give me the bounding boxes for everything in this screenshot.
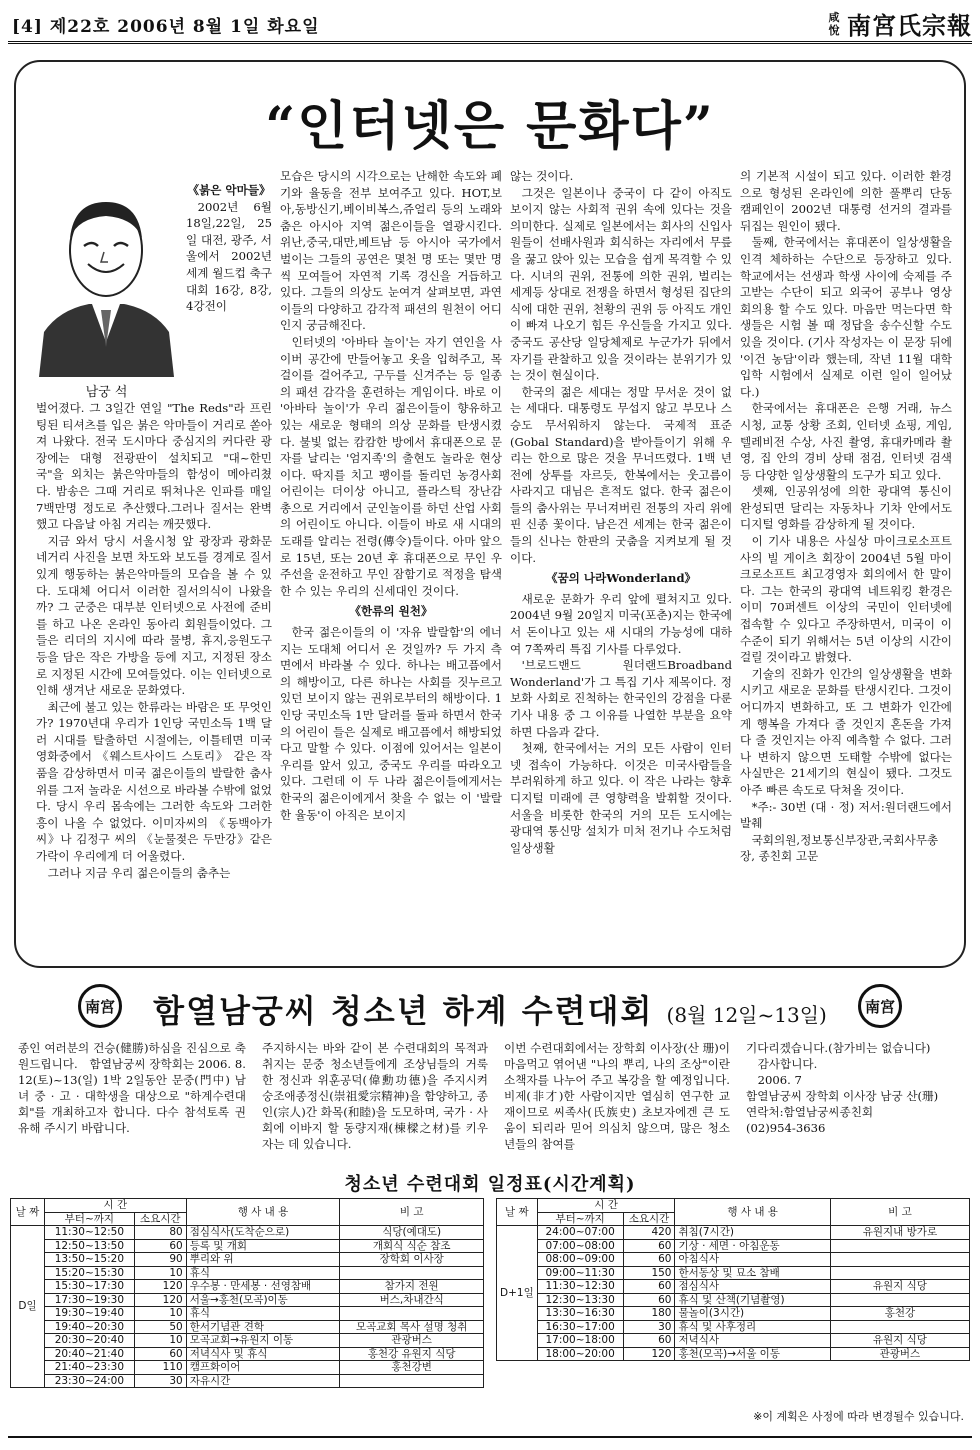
time-range: 19:40~20:30 [44, 1320, 134, 1334]
schedule-row [497, 1307, 970, 1321]
duration-minutes: 10 [134, 1334, 186, 1348]
feature-article [14, 60, 966, 968]
schedule-row [11, 1239, 484, 1253]
paragraph: 첫째, 한국에서는 거의 모든 사람이 인터넷 접속이 가능하다. 이것은 미국사람들을 부러워하게 하고 있다. 이 작은 나라는 향후 디지털 미래에 큰 영향력을 발휘할 것이다. 서울을 비롯한 한국의 거의 모든 도시에는 광대역 통신망 설치가 미처 전기나 수도처럼 일상생활 [510, 741, 732, 855]
header-day: 날 짜 [497, 1199, 538, 1226]
paragraph: 벌어졌다. 그 3일간 연일 "The Reds"라 프린팅된 티셔츠를 입은 붉은 악마들이 거리로 쏟아져 나왔다. 전국 도시마다 중심지의 커다란 광장에는 대형 전광판이 설치되고 "대~한민국"을 외치는 붉은악마들의 함성이 메아리쳤다. 밤송은 그때 거리로 뛰쳐나온 인파를 매일 7백만명 정도로 추산했다.그러나 질서는 완벽했고 다음날 아침 거리는 깨끗했다. [36, 401, 272, 532]
duration-minutes: 80 [134, 1226, 186, 1240]
paper-name: 南宮氏宗報 [847, 11, 972, 40]
time-range: 17:00~18:00 [537, 1334, 623, 1348]
time-range: 13:50~15:20 [44, 1253, 134, 1267]
remarks: 홍천강변 [340, 1361, 484, 1375]
remarks [830, 1239, 969, 1253]
duration-minutes: 120 [134, 1293, 186, 1307]
day-label: D일 [11, 1226, 45, 1388]
author-credentials: 국회의원,정보통신부장관,국회사무총장, 종친회 고문 [740, 832, 939, 864]
event-title [14, 986, 966, 1032]
schedule-row [497, 1226, 970, 1240]
activity: 홍천(모곡)→서울 이동 [675, 1347, 830, 1361]
activity: 우수봉 · 만세봉 · 선영참배 [186, 1280, 340, 1294]
schedule-row [11, 1347, 484, 1361]
event-title-text: 함열남궁씨 청소년 하계 수련대회 [153, 992, 654, 1030]
schedule-row [497, 1280, 970, 1294]
remarks: 참가지 전원 [340, 1280, 484, 1294]
article-column-3 [510, 168, 732, 856]
remarks: 유원지 식당 [830, 1280, 969, 1294]
paragraph: 둘째, 한국에서는 휴대폰이 일상생활을 인격 체하하는 수단으로 등장하고 있다. 학교에서는 선생과 학생 사이에 숙제를 주고받는 수단이 되고 외국어 공부나 영상 회의용 할 수도 있다. 마음만 먹는다면 학생들은 시험 볼 때 정답을 송수신할 수도 있을 것이다. (기사 작성자는 이 문장 뒤에 '이건 농담'이라 했는데, 작년 11월 대학 입학 시험에서 실제로 이런 일이 일어났다.) [740, 235, 952, 399]
paragraph: 그러나 지금 우리 젊은이들의 춤추는 [47, 865, 231, 880]
intro-block [186, 182, 272, 315]
intro-text: 2002년 6월 18일,22일, 25일 대전, 광주, 서울에서 2002년 세계 월드컵 축구 대회 16강, 8강, 4강전이 [186, 199, 272, 314]
duration-minutes: 60 [623, 1239, 675, 1253]
activity: 한서기념관 견학 [186, 1320, 340, 1334]
remarks: 관광버스 [340, 1334, 484, 1348]
schedule-row [11, 1320, 484, 1334]
article-column-2 [280, 168, 502, 823]
activity: 서울→홍천(모곡)이동 [186, 1293, 340, 1307]
schedule-row [497, 1266, 970, 1280]
time-range: 19:30~19:40 [44, 1307, 134, 1321]
schedule-row [497, 1239, 970, 1253]
day-label: D+1일 [497, 1226, 538, 1361]
header-from-to: 부터~까지 [537, 1212, 623, 1226]
notice-column-4: 기다리겠습니다.(참가비는 없습니다) 감사합니다. 2006. 7 함열남궁씨 장학회 이사장 남궁 산(珊) 연락처:함열남궁씨종친회 (02)954-3636 [746, 1041, 939, 1135]
schedule-row [11, 1226, 484, 1240]
bottom-rule [8, 1436, 972, 1438]
duration-minutes: 150 [623, 1266, 675, 1280]
activity: 휴식 및 사후정리 [675, 1320, 830, 1334]
remarks [830, 1293, 969, 1307]
time-range: 12:50~13:50 [44, 1239, 134, 1253]
activity: 휴식 [186, 1307, 340, 1321]
paragraph: 모습은 당시의 시각으로는 난해한 속도와 폐기와 율동을 전부 보여주고 있다. HOT,보아,동방신기,베이비복스,쥬얼리 등의 노래와 춤은 아시아 지역 젊은이들을 열광시킨다. 위난,중국,대만,베트남 등 아시아 국가에서 벌이는 그들의 공연은 몇천 명 또는 몇만 명씩 모여들어 자연적 기록 경신을 거듭하고 있다. 그들의 의상도 눈여겨 살펴보면, 과연 이들의 다양하고 감각적 패션의 원천이 어디인지 궁금해진다. [280, 169, 502, 333]
remarks: 장학회 이사장 [340, 1253, 484, 1267]
author-name: 남궁 석 [85, 385, 128, 400]
remarks [830, 1320, 969, 1334]
schedule-row [497, 1253, 970, 1267]
remarks [340, 1266, 484, 1280]
paper-logo [827, 6, 972, 41]
duration-minutes: 120 [623, 1347, 675, 1361]
paragraph: 셋째, 인공위성에 의한 광대역 통신이 완성되면 달리는 자동차나 기차 안에서도 디지털 영화를 감상하게 될 것이다. [740, 484, 952, 532]
activity: 기상 · 세면 · 아침운동 [675, 1239, 830, 1253]
headline: “인터넷은 문화다” [265, 96, 715, 157]
schedule-row [497, 1334, 970, 1348]
duration-minutes: 60 [134, 1347, 186, 1361]
header-content: 행 사 내 용 [186, 1199, 340, 1226]
logo-small-chars: 咸悅 [828, 10, 840, 37]
clan-emblem-left-icon: 南宮 [78, 984, 122, 1028]
paragraph: 않는 것이다. [510, 169, 574, 183]
activity: 한서동상 및 묘소 참배 [675, 1266, 830, 1280]
time-range: 08:00~09:00 [537, 1253, 623, 1267]
activity: 아침식사 [675, 1253, 830, 1267]
schedule-row [11, 1361, 484, 1375]
duration-minutes: 50 [134, 1320, 186, 1334]
time-range: 20:30~20:40 [44, 1334, 134, 1348]
time-range: 09:00~11:30 [537, 1266, 623, 1280]
schedule-title: 청소년 수련대회 일정표(시간계획) [344, 1174, 636, 1195]
duration-minutes: 30 [134, 1374, 186, 1388]
remarks [340, 1307, 484, 1321]
author-photo [34, 172, 179, 400]
time-range: 11:30~12:50 [44, 1226, 134, 1240]
remarks: 버스,차내간식 [340, 1293, 484, 1307]
article-column-4 [740, 168, 952, 865]
duration-minutes: 60 [134, 1239, 186, 1253]
header-from-to: 부터~까지 [44, 1212, 134, 1226]
activity: 모곡교회→유원지 이동 [186, 1334, 340, 1348]
paragraph: 최근에 불고 있는 한류라는 바람은 또 무엇인가? 1970년대 우리가 1인당 국민소득 1백 달러 시대를 탈출하던 시절에는, 이틀테면 미국 영화중에서 《웨스트사이드 스토리》 같은 작품을 감상하면서 미국 젊은이들의 발랄한 춤사위를 그저 놀라운 시선으로 바라볼 수밖에 없었다. 당시 우리 몸속에는 그러한 속도와 그러한 흥이 나올 수 없었다. 이미자씨의 《동백아가씨》나 김정구 씨의 《눈물젖은 두만강》같은 가락이 우리에게 더 어울렸다. [36, 699, 272, 864]
section-subhead: 《한류의 원천》 [349, 604, 433, 619]
notice-column-2: 주지하시는 바와 같이 본 수련대회의 목적과 취지는 문중 청소년들에게 조상님들의 거룩한 정신과 위훈공덕(偉勳功德)을 주지시켜 숭조애종정신(崇祖愛宗精神)을 함양하고, 종인(宗人)간 화목(和睦)을 도모하며, 국가 · 사회에 이바지 할 동량지재(棟樑之材)를 키우자는 데 있습니다. [262, 1041, 488, 1151]
time-range: 15:30~17:30 [44, 1280, 134, 1294]
activity: 저녁식사 및 휴식 [186, 1347, 340, 1361]
time-range: 16:30~17:00 [537, 1320, 623, 1334]
paragraph: 한국 젊은이들의 이 '자유 발랄함'의 에너지는 도대체 어디서 온 것일까? 두 가지 측면에서 바라볼 수 있다. 하나는 배고픔에서의 해방이고, 다른 하나는 사회를 짓누르고 있던 보이지 않는 권위로부터의 해방이다. 1인당 국민소득 1만 달러를 돌파 하면서 한국의 어린이 들은 실제로 배고픔에서 해방되었다고 말할 수 있다. 이점에 있어서는 일본이 우리를 앞서 있고, 중국도 우리를 따라오고 있다. 그런데 이 두 나라 젊은이들에게서는 한국의 젊은이에게서 찾을 수 없는 이 '발랄한 율동'이 아직은 보이지 [280, 625, 502, 822]
schedule-row [11, 1307, 484, 1321]
time-range: 07:00~08:00 [537, 1239, 623, 1253]
article-column-1 [36, 400, 272, 881]
paragraph: 새로운 문화가 우리 앞에 펼쳐지고 있다. 2004년 9월 20일지 미국(포춘)지는 한국에서 돈이나고 있는 새 시대의 가능성에 대하여 7쪽짜리 특집 기사를 다루었다. [510, 591, 732, 656]
section-subhead: 《꿈의 나라Wonderland》 [545, 571, 697, 586]
issue-info: [4] 제22호 2006년 8월 1일 화요일 [12, 17, 320, 37]
time-range: 23:30~24:00 [44, 1374, 134, 1388]
activity: 취침(7시간) [675, 1226, 830, 1240]
paragraph: 인터넷의 '아바타 놀이'는 자기 연인을 사이버 공간에 만들어놓고 옷을 입혀주고, 목걸이를 걸어주고, 구두를 신겨주는 등 일종의 패션 감각을 훈련하는 게임이다. 바로 이 '아바타 놀이'가 우리 젊은이들이 향유하고 있는 새로운 형태의 의상 문화를 탄생시켰다. 불빛 없는 캄캄한 방에서 휴대폰으로 문자를 날리는 '엄지족'의 출현도 놀라운 현상이다. 딱지를 치고 팽이를 돌리던 농경사회 어린이는 더이상 아니고, 플라스틱 장난감 총으로 거리에서 군인놀이를 하던 산업 사회의 어린이도 아니다. 이들이 바로 새 시대의 도래를 알리는 전령(傳令)들이다. 아마 앞으로 15년, 또는 20년 후 휴대폰으로 무인 우주선을 운전하고 무인 잠함기로 적정을 탐색한 수 있는 우리의 신세대인 것이다. [280, 334, 502, 598]
remarks: 유원지 식당 [830, 1334, 969, 1348]
remarks: 유원지내 방가로 [830, 1226, 969, 1240]
paragraph: 한국의 젊은 세대는 정말 무서운 것이 없는 세대다. 대통령도 무섭지 않고 부모나 스승도 무서워하지 않는다. 국제적 표준(Gobal Standard)을 받아들이기 위해 우리는 한으로 많은 것을 무너뜨렸다. 1백 년 전에 상투를 자르듯, 한복에서는 웃고름이 사라지고 대님은 흔적도 없다. 한국 젊은이들의 춤사위는 무너져버린 전통의 자리 위에 핀 신종 꽃이다. 남은건 세계는 한국 젊은이들의 신나는 한판의 굿춤을 지켜보게 될 것이다. [510, 384, 732, 565]
author-portrait-icon [34, 172, 179, 377]
remarks: 식당(예대도) [340, 1226, 484, 1240]
header-time: 시 간 [537, 1199, 675, 1213]
remarks: 홍천강 [830, 1307, 969, 1321]
paragraph: 이 기사 내용은 사실상 마이크로소프트사의 빌 게이츠 회장이 2004년 5월 마이크로소프트 최고경영자 회의에서 한 말이다. 그는 한국의 광대역 네트워킹 환경은 이미 70퍼센트 이상의 국민이 인터넷에 접속할 수 있다고 주장하면서, 미국이 이 수준이 되기 위해서는 5년 이상의 시간이 걸릴 것이라고 밝혔다. [740, 534, 952, 665]
header-duration: 소요시간 [134, 1212, 186, 1226]
page-header [8, 4, 972, 44]
section-subhead: 《붉은 악마들》 [187, 183, 271, 197]
header-day: 날 짜 [11, 1199, 45, 1226]
paragraph: '브로드밴드 원더랜드Broadband Wonderland'가 그 특집 기사 제목이다. 정보화 사회로 진척하는 한국인의 강점을 다룬 기사 내용 중 그 이유를 나열한 부분을 요약하면 다음과 같다. [510, 658, 732, 739]
activity: 자유시간 [186, 1374, 340, 1388]
schedule-footnote: ※이 계획은 사정에 따라 변경될수 있습니다. [753, 1410, 964, 1423]
time-range: 20:40~21:40 [44, 1347, 134, 1361]
time-range: 13:30~16:30 [537, 1307, 623, 1321]
duration-minutes: 60 [623, 1293, 675, 1307]
duration-minutes: 60 [623, 1253, 675, 1267]
duration-minutes: 90 [134, 1253, 186, 1267]
remarks: 개회식 식순 참조 [340, 1239, 484, 1253]
duration-minutes: 10 [134, 1266, 186, 1280]
time-range: 15:20~15:30 [44, 1266, 134, 1280]
schedule-row [11, 1293, 484, 1307]
duration-minutes: 30 [623, 1320, 675, 1334]
schedule-table-day2 [496, 1198, 970, 1361]
clan-emblem-right-icon: 南宮 [858, 984, 902, 1028]
activity: 점심식사(도착순으로) [186, 1226, 340, 1240]
duration-minutes: 180 [623, 1307, 675, 1321]
time-range: 12:30~13:30 [537, 1293, 623, 1307]
activity: 점심식사 [675, 1280, 830, 1294]
activity: 휴식 [186, 1266, 340, 1280]
schedule-row [11, 1280, 484, 1294]
activity: 등록 및 개회 [186, 1239, 340, 1253]
paragraph: 지금 와서 당시 서울시청 앞 광장과 광화문 네거리 사진을 보면 차도와 보도를 경계로 질서 있게 행동하는 붉은악마들의 모습을 볼 수 있다. 도대체 어디서 이러한 질서의식이 나왔을까? 그 군중은 대부분 인터넷으로 사전에 준비를 하고 나온 온라인 동아리 회원들이었다. 그들은 리더의 지시에 따라 물병, 휴지,응원도구 등을 담은 작은 가방을 등에 지고, 지정된 장소로 지정된 시간에 모여들었다. 이는 인터넷으로 인해 생겨난 새로운 문화였다. [36, 533, 272, 698]
time-range: 24:00~07:00 [537, 1226, 623, 1240]
activity: 캠프화이어 [186, 1361, 340, 1375]
remarks [830, 1253, 969, 1267]
paragraph: 그것은 일본이나 중국이 다 같이 아직도 보이지 않는 사회적 권위 속에 있다는 것을 의미한다. 실제로 일본에서는 회사의 신입사원들이 선배사원과 회식하는 자리에서 무릎을 꿇고 앉아 있는 모습을 쉽게 목격할 수 있다. 시녀의 권위, 전통에 의한 권위, 벌리는 세계등 상대로 전쟁을 하면서 형성된 집단의식에 대한 권위, 천황의 권위 등 아직도 개인이 빠져 나오기 힘든 우신들을 가지고 있다. 중국도 공산당 일당체제로 누군가가 뒤에서 자기를 관찰하고 있을 것이라는 분위기가 있는 것이 현실이다. [510, 185, 732, 383]
remarks [830, 1266, 969, 1280]
header-content: 행 사 내 용 [675, 1199, 830, 1226]
schedule-row [497, 1347, 970, 1361]
schedule-row [11, 1334, 484, 1348]
remarks: 모곡교회 목사 설명 청취 [340, 1320, 484, 1334]
notice-column-1: 종인 여러분의 건승(健勝)하심을 진심으로 축원드립니다. 함열남궁씨 장학회는 2006. 8. 12(토)~13(일) 1박 2일동안 문중(門中) 남녀 중 · 고 · 대학생을 대상으로 "하계수련대회"를 개최하고자 합니다. 다수 참석토록 권유해 주시기 바랍니다. [18, 1041, 246, 1135]
schedule-row [497, 1320, 970, 1334]
duration-minutes: 10 [134, 1307, 186, 1321]
activity: 휴식 및 산책(기념촬영) [675, 1293, 830, 1307]
header-remarks: 비 고 [340, 1199, 484, 1226]
event-date: (8월 12일~13일) [666, 1003, 827, 1027]
time-range: 17:30~19:30 [44, 1293, 134, 1307]
time-range: 11:30~12:30 [537, 1280, 623, 1294]
schedule-row [497, 1293, 970, 1307]
paragraph: 한국에서는 휴대폰은 은행 거래, 뉴스 시청, 교통 상황 조회, 인터넷 쇼핑, 게임, 텔레비전 수상, 사진 촬영, 휴대카메라 촬영, 집 안의 경비 상태 점검, 인터넷 검색 등 다양한 일상생활의 도구가 되고 있다. [740, 401, 952, 482]
schedule-row [11, 1266, 484, 1280]
schedule-row [11, 1374, 484, 1388]
paragraph: 기술의 진화가 인간의 일상생활을 변화시키고 새로운 문화를 탄생시킨다. 그것이 어디까지 변화하고, 또 그 변화가 인간에게 행복을 가져다 줄 것인지 혼돈을 가져다 줄 것인지는 아직 예측할 수 없다. 그러나 변하지 않으면 도태할 수밖에 없다는 사실만은 21세기의 현실이 됐다. 그것도 아주 빠른 속도로 닥쳐올 것이다. [740, 666, 952, 797]
notice-column-3: 이번 수련대회에서는 장학회 이사장(산 珊)이 마음먹고 엮어낸 "나의 뿌리, 나의 조상"이란 소책자를 나누어 주고 복강을 할 예정입니다. 비제(非才)한 사람이지만 열심히 연구한 교재이므로 씨족사(氏族史) 초보자에겐 큰 도움이 되리라 믿어 의심치 않으며, 많은 청소년들의 참여를 [504, 1041, 730, 1151]
time-range: 18:00~20:00 [537, 1347, 623, 1361]
remarks: 관광버스 [830, 1347, 969, 1361]
remarks: 홍천강 유원지 식당 [340, 1347, 484, 1361]
header-duration: 소요시간 [623, 1212, 675, 1226]
activity: 물놀이(3시간) [675, 1307, 830, 1321]
time-range: 21:40~23:30 [44, 1361, 134, 1375]
event-banner [14, 980, 966, 1032]
duration-minutes: 110 [134, 1361, 186, 1375]
duration-minutes: 420 [623, 1226, 675, 1240]
schedule-table-day1 [10, 1198, 484, 1388]
activity: 저녁식사 [675, 1334, 830, 1348]
duration-minutes: 60 [623, 1334, 675, 1348]
header-time: 시 간 [44, 1199, 186, 1213]
header-remarks: 비 고 [830, 1199, 969, 1226]
activity: 뿌리와 위 [186, 1253, 340, 1267]
footnote-source: *주:- 30번 (대 · 정) 저서:원더랜드에서 발췌 [740, 799, 952, 831]
duration-minutes: 120 [134, 1280, 186, 1294]
schedule-row [11, 1253, 484, 1267]
duration-minutes: 60 [623, 1280, 675, 1294]
paragraph: 의 기본적 시설이 되고 있다. 이러한 환경으로 형성된 온라인에 의한 풀뿌리 단동 캠페인이 2002년 대통령 선거의 결과를 뒤집는 원인이 됐다. [740, 169, 952, 233]
remarks [340, 1374, 484, 1388]
